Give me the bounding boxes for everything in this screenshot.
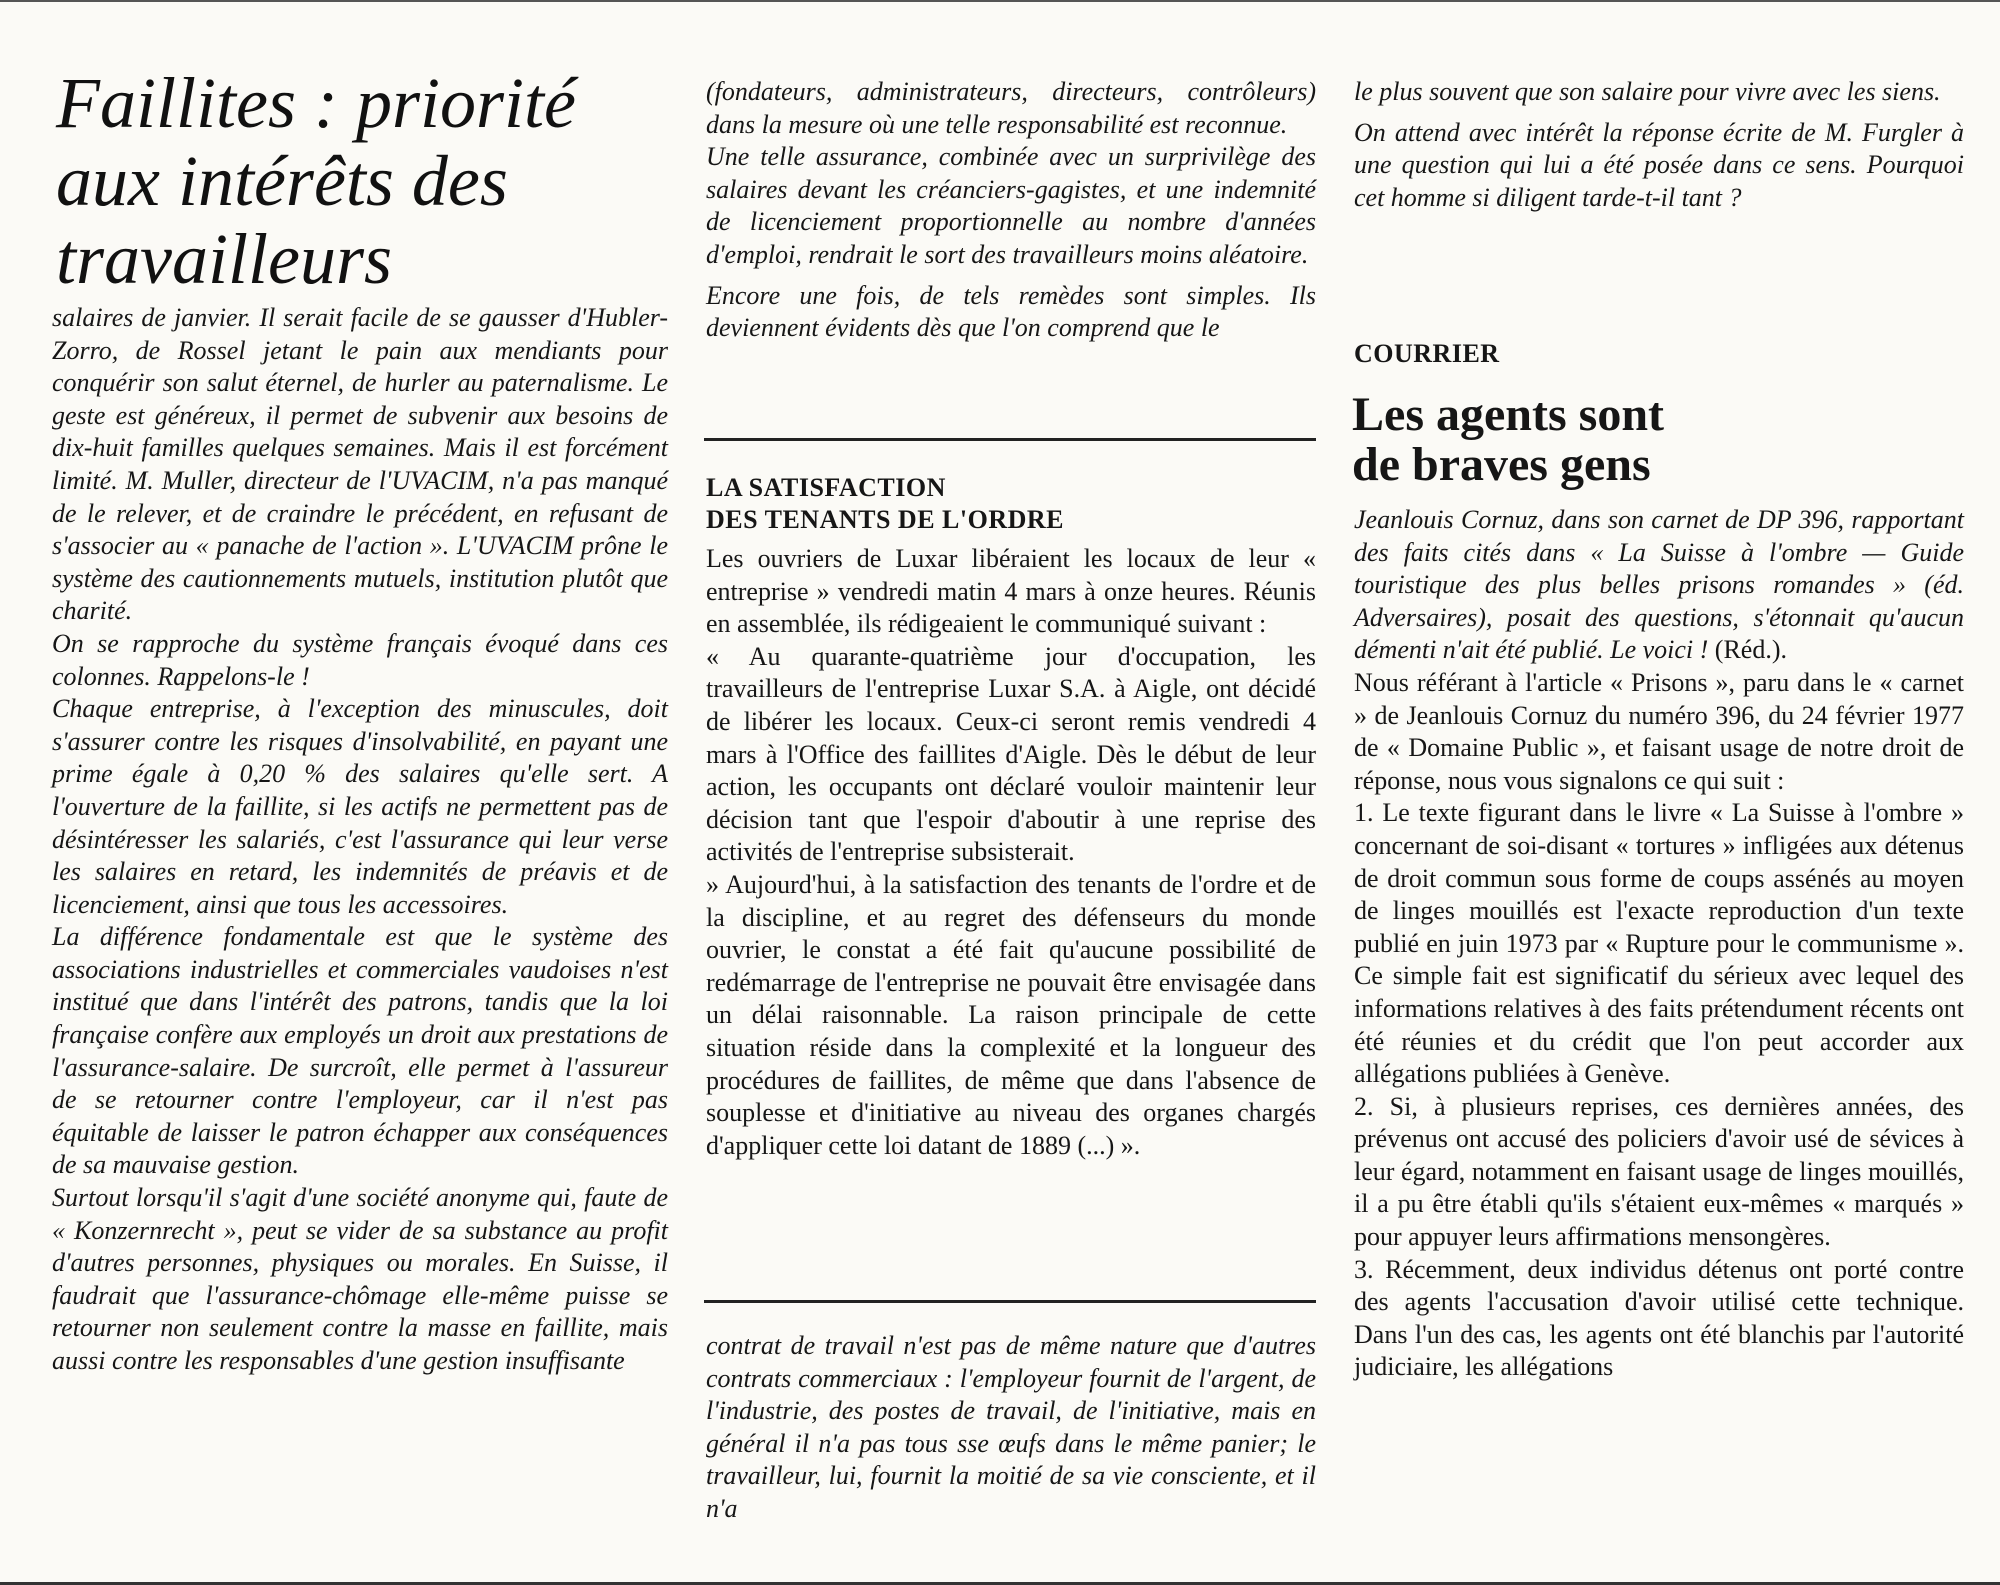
article-paragraph: le plus souvent que son salaire pour vivre avec les siens. [1354,77,1941,106]
article-continuation-col3 [1354,76,1964,214]
courrier-intro [1354,504,1964,667]
courrier-intro-text: Jeanlouis Cornuz, dans son carnet de DP 396, rapportant des faits cités dans « La Suisse à l'ombre — Guide touristique des plus belles prisons romandes » (éd. Adversaires), posait des questions, s'étonnait qu'aucun démenti n'ait été publié. Le voici ! [1354,505,1964,665]
box-heading-line2: DES TENANTS DE L'ORDRE [706,505,1065,534]
courrier-headline [1352,390,1962,490]
article-paragraph: (fondateurs, administrateurs, directeurs, contrôleurs) dans la mesure où une telle responsabilité est reconnue. [706,77,1316,139]
article-paragraph: On attend avec intérêt la réponse écrite de M. Furgler à une question qui lui a été posée dans ce sens. Pourquoi cet homme si diligent tarde-t-il tant ? [1354,117,1964,212]
article-paragraph: La différence fondamentale est que le système des associations industrielles et commerciales vaudoises n'est institué que dans l'intérêt des patrons, tandis que la loi française confère aux employés un droit aux prestations de l'assurance-salaire. De surcroît, elle permet à l'assureur de se retourner contre l'employeur, car il n'est pas équitable de laisser le patron échapper aux conséquences de sa mauvaise gestion. [52,922,668,1180]
courrier-paragraph: 2. Si, à plusieurs reprises, ces dernières années, des prévenus ont accusé des policiers d'avoir usé de sévices à leur égard, notamment en faisant usage de linges mouillés, il a pu être établi qu'ils s'étaient eux-mêmes « marqués » pour appuyer leurs affirmations mensongères. [1354,1091,1964,1252]
section-label: COURRIER [1354,339,1500,368]
article-continuation-bottom [706,1330,1316,1526]
courrier-headline-line1: Les agents sont [1352,388,1665,441]
box-top-rule [704,438,1316,441]
article-paragraph: Chaque entreprise, à l'exception des minuscules, doit s'assurer contre les risques d'insolvabilité, en payant une prime égale à 0,20 % des salaires qu'elle sert. A l'ouverture de la faillite, si les actifs ne permettent pas de désintéresser les salariés, c'est l'assurance qui leur verse les salaires en retard, les indemnités de préavis et de licenciement, ainsi que tous les accessoires. [52,694,668,919]
box-paragraph: Les ouvriers de Luxar libéraient les locaux de leur « entreprise » vendredi matin 4 mars à onze heures. Réunis en assemblée, ils rédigeaient le communiqué suivant : [706,544,1316,639]
box-heading [706,472,1306,536]
courrier-body [1354,504,1964,1384]
article-body-col1 [52,302,668,1378]
article-paragraph: contrat de travail n'est pas de même nature que d'autres contrats commerciaux : l'employeur fournit de l'argent, de l'industrie, des postes de travail, de l'initiative, mais en général il n'a pas tous sse œufs dans le même panier; le travailleur, lui, fournit la moitié de sa vie consciente, et il n'a [706,1331,1316,1523]
box-body [706,543,1316,1162]
box-heading-line1: LA SATISFACTION [706,473,946,502]
courrier-headline-line2: de braves gens [1352,438,1651,491]
courrier-paragraph: Nous référant à l'article « Prisons », paru dans le « carnet » de Jeanlouis Cornuz du numéro 396, du 24 février 1977 de « Domaine Public », et faisant usage de notre droit de réponse, nous vous signalons ce qui suit : [1354,667,1964,795]
box-bottom-rule [704,1300,1316,1303]
article-paragraph: Surtout lorsqu'il s'agit d'une société anonyme qui, faute de « Konzernrecht », peut se vider de sa substance au profit d'autres personnes, physiques ou morales. En Suisse, il faudrait que l'assurance-chômage elle-même puisse se retourner non seulement contre la masse en faillite, mais aussi contre les responsables d'une gestion insuffisante [52,1183,668,1375]
courrier-intro-tag: (Réd.). [1708,635,1787,665]
courrier-paragraph: 3. Récemment, deux individus détenus ont porté contre des agents l'accusation d'avoir utilisé cette technique. Dans l'un des cas, les agents ont été blanchis par l'autorité judiciaire, les allégations [1354,1254,1964,1382]
box-paragraph: » Aujourd'hui, à la satisfaction des tenants de l'ordre et de la discipline, et au regret des défenseurs du monde ouvrier, le constat a été fait qu'aucune possibilité de redémarrage de l'entreprise ne pouvait être envisagée dans un délai raisonnable. La raison principale de cette situation réside dans la complexité et la longueur des procédures de faillites, de même que dans l'absence de souplesse et d'initiative au niveau des organes chargés d'appliquer cette loi datant de 1889 (...) ». [706,869,1316,1160]
article-paragraph: Encore une fois, de tels remèdes sont simples. Ils deviennent évidents dès que l'on comprend que le [706,280,1316,343]
article-headline: Faillites : priorité aux intérêts des travailleurs [56,63,576,299]
article-paragraph: salaires de janvier. Il serait facile de se gausser d'Hubler-Zorro, de Rossel jetant le pain aux mendiants pour conquérir son salut éternel, de hurler au paternalisme. Le geste est généreux, il permet de subvenir aux besoins de dix-huit familles quelques semaines. Mais il est forcément limité. M. Muller, directeur de l'UVACIM, n'a pas manqué de le relever, et de craindre le précédent, en refusant de s'associer au « panache de l'action ». L'UVACIM prône le système des cautionnements mutuels, institution plutôt que charité. [52,303,668,626]
courrier-paragraph: 1. Le texte figurant dans le livre « La Suisse à l'ombre » concernant de soi-disant « tortures » infligées aux détenus de droit commun sous forme de coups assénés au moyen de linges mouillés est l'exacte reproduction d'un texte publié en juin 1973 par « Rupture pour le communisme ». Ce simple fait est significatif du sérieux avec lequel des informations relatives à des faits prétendument récents ont été réunies et du crédit que l'on peut accorder aux allégations publiées à Genève. [1354,798,1964,1089]
article-paragraph: Une telle assurance, combinée avec un surprivilège des salaires devant les créanciers-gagistes, et une indemnité de licenciement proportionnelle au nombre d'années d'emploi, rendrait le sort des travailleurs moins aléatoire. [706,142,1316,269]
box-paragraph: « Au quarante-quatrième jour d'occupation, les travailleurs de l'entreprise Luxar S.A. à Aigle, ont décidé de libérer les locaux. Ceux-ci seront remis vendredi 4 mars à l'Office des faillites d'Aigle. Dès le début de leur action, les occupants ont déclaré vouloir maintenir leur décision tant que l'espoir d'aboutir à une reprise des activités de l'entreprise subsisterait. [706,641,1316,867]
article-continuation-top [706,76,1316,345]
article-paragraph: On se rapproche du système français évoqué dans ces colonnes. Rappelons-le ! [52,628,668,691]
